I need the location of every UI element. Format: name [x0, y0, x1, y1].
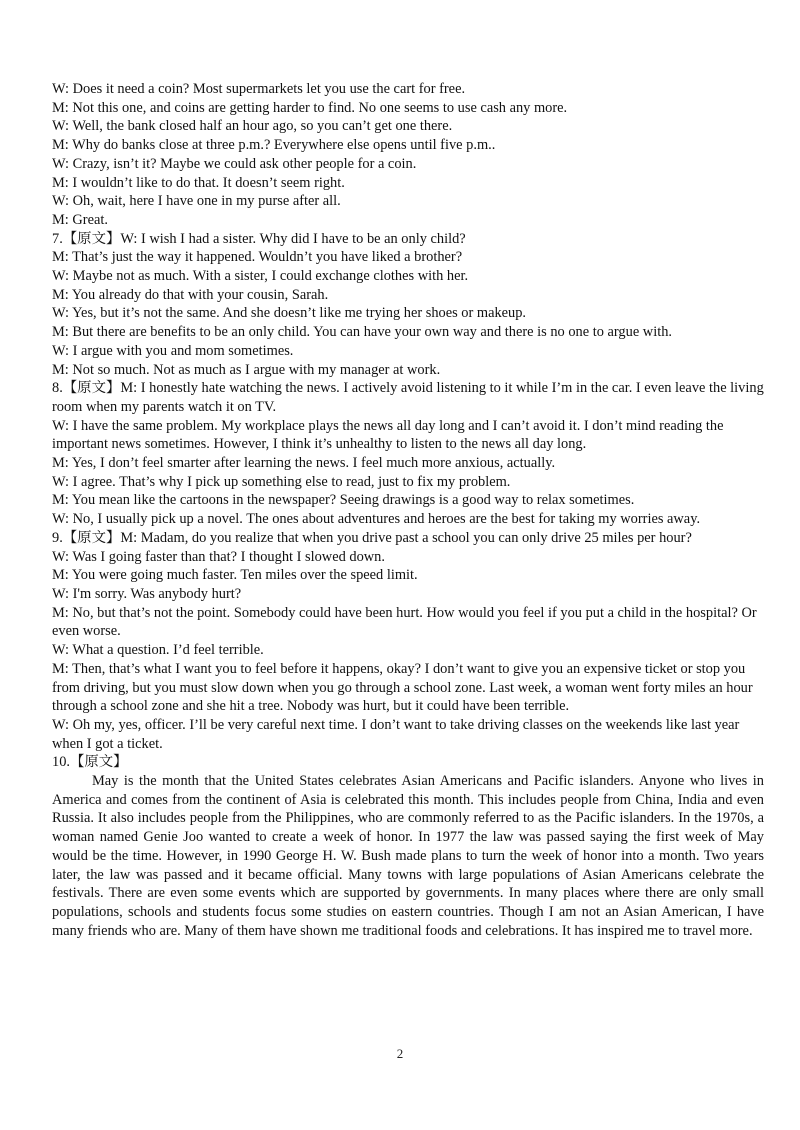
transcript-line: M: Great. [52, 211, 108, 228]
transcript-line: M: Not so much. Not as much as I argue with my manager at work. [52, 361, 441, 378]
transcript-line: M: Not this one, and coins are getting harder to find. No one seems to use cash any more. [52, 99, 568, 116]
transcript-line: W: What a question. I’d feel terrible. [52, 642, 264, 659]
transcript-line: W: Oh, wait, here I have one in my purse after all. [52, 193, 341, 210]
transcript-line: M: You were going much faster. Ten miles over the speed limit. [52, 567, 418, 584]
transcript-line: M: Why do banks close at three p.m.? Everywhere else opens until five p.m.. [52, 137, 496, 154]
passage-paragraph: May is the month that the United States celebrates Asian Americans and Pacific islanders. Anyone who lives in America and comes from the continent of Asia is celebrated this month. This includes people from China, India and even Russia. It also includes people from the Philippines, who are commonly referred to as the Pacific islanders. In the 1970s, a woman named Genie Joo wanted to create a week of honor. In 1977 the law was passed saying the first week of May would be the time. However, in 1990 George H. W. Bush made plans to turn the week of honor into a month. Two years later, the law was passed and it became official. Many towns with large populations of Asian Americans celebrate the festivals. There are even some events which are supported by governments. In many places where there are only small populations, schools and students focus some studies on eastern countries. Though I am not an Asian American, I have many friends who are. Many of them have shown me traditional foods and celebrations. It has inspired me to travel more. [52, 773, 764, 939]
transcript-line: M: You already do that with your cousin, Sarah. [52, 286, 329, 303]
transcript-line: W: I argue with you and mom sometimes. [52, 342, 294, 359]
transcript-line: W: I agree. That’s why I pick up something else to read, just to fix my problem. [52, 473, 511, 490]
transcript-line: W: Maybe not as much. With a sister, I could exchange clothes with her. [52, 268, 469, 285]
question-9-heading: 9.【原文】M: Madam, do you realize that when you drive past a school you can only drive 25 miles per hour? [52, 529, 692, 546]
transcript-line: M: You mean like the cartoons in the newspaper? Seeing drawings is a good way to relax sometimes. [52, 492, 635, 509]
question-7-heading: 7.【原文】W: I wish I had a sister. Why did I have to be an only child? [52, 230, 466, 247]
page-number: 2 [396, 1046, 404, 1061]
transcript-line: W: Well, the bank closed half an hour ago, so you can’t get one there. [52, 118, 453, 135]
transcript-line: M: No, but that’s not the point. Somebody could have been hurt. How would you feel if you put a child in the hospital? Or even worse. [52, 604, 757, 640]
transcript-line: W: No, I usually pick up a novel. The ones about adventures and heroes are the best for taking my worries away. [52, 511, 701, 528]
transcript-line: W: I'm sorry. Was anybody hurt? [52, 585, 242, 602]
transcript-line: W: I have the same problem. My workplace plays the news all day long and I can’t avoid it. I don’t mind reading the important news sometimes. However, I think it’s unhealthy to listen to the news all day long. [52, 417, 724, 453]
transcript-line: W: Was I going faster than that? I thought I slowed down. [52, 548, 385, 565]
transcript-line: W: Oh my, yes, officer. I’ll be very careful next time. I don’t want to take driving classes on the weekends like last year when I got a ticket. [52, 716, 740, 752]
question-8-heading: 8.【原文】M: I honestly hate watching the news. I actively avoid listening to it while I’m in the car. I even leave the living room when my parents watch it on TV. [52, 380, 764, 415]
transcript-line: W: Crazy, isn’t it? Maybe we could ask other people for a coin. [52, 155, 417, 172]
transcript-line: M: But there are benefits to be an only child. You can have your own way and there is no one to argue with. [52, 324, 672, 341]
transcript-line: M: I wouldn’t like to do that. It doesn’t seem right. [52, 174, 345, 191]
question-10-heading: 10.【原文】 [52, 754, 128, 771]
transcript-body [52, 80, 764, 940]
transcript-line: W: Does it need a coin? Most supermarkets let you use the cart for free. [52, 81, 466, 97]
transcript-line: W: Yes, but it’s not the same. And she doesn’t like me trying her shoes or makeup. [52, 305, 527, 322]
transcript-line: M: Then, that’s what I want you to feel before it happens, okay? I don’t want to give you an expensive ticket or stop you from driving, but you must slow down when you go through a school zone. Last week, a woman went forty miles an hour through a school zone and she hit a tree. Nobody was hurt, but it could have been terrible. [52, 660, 753, 715]
transcript-line: M: Yes, I don’t feel smarter after learning the news. I feel much more anxious, actually. [52, 455, 556, 472]
transcript-line: M: That’s just the way it happened. Wouldn’t you have liked a brother? [52, 249, 463, 266]
